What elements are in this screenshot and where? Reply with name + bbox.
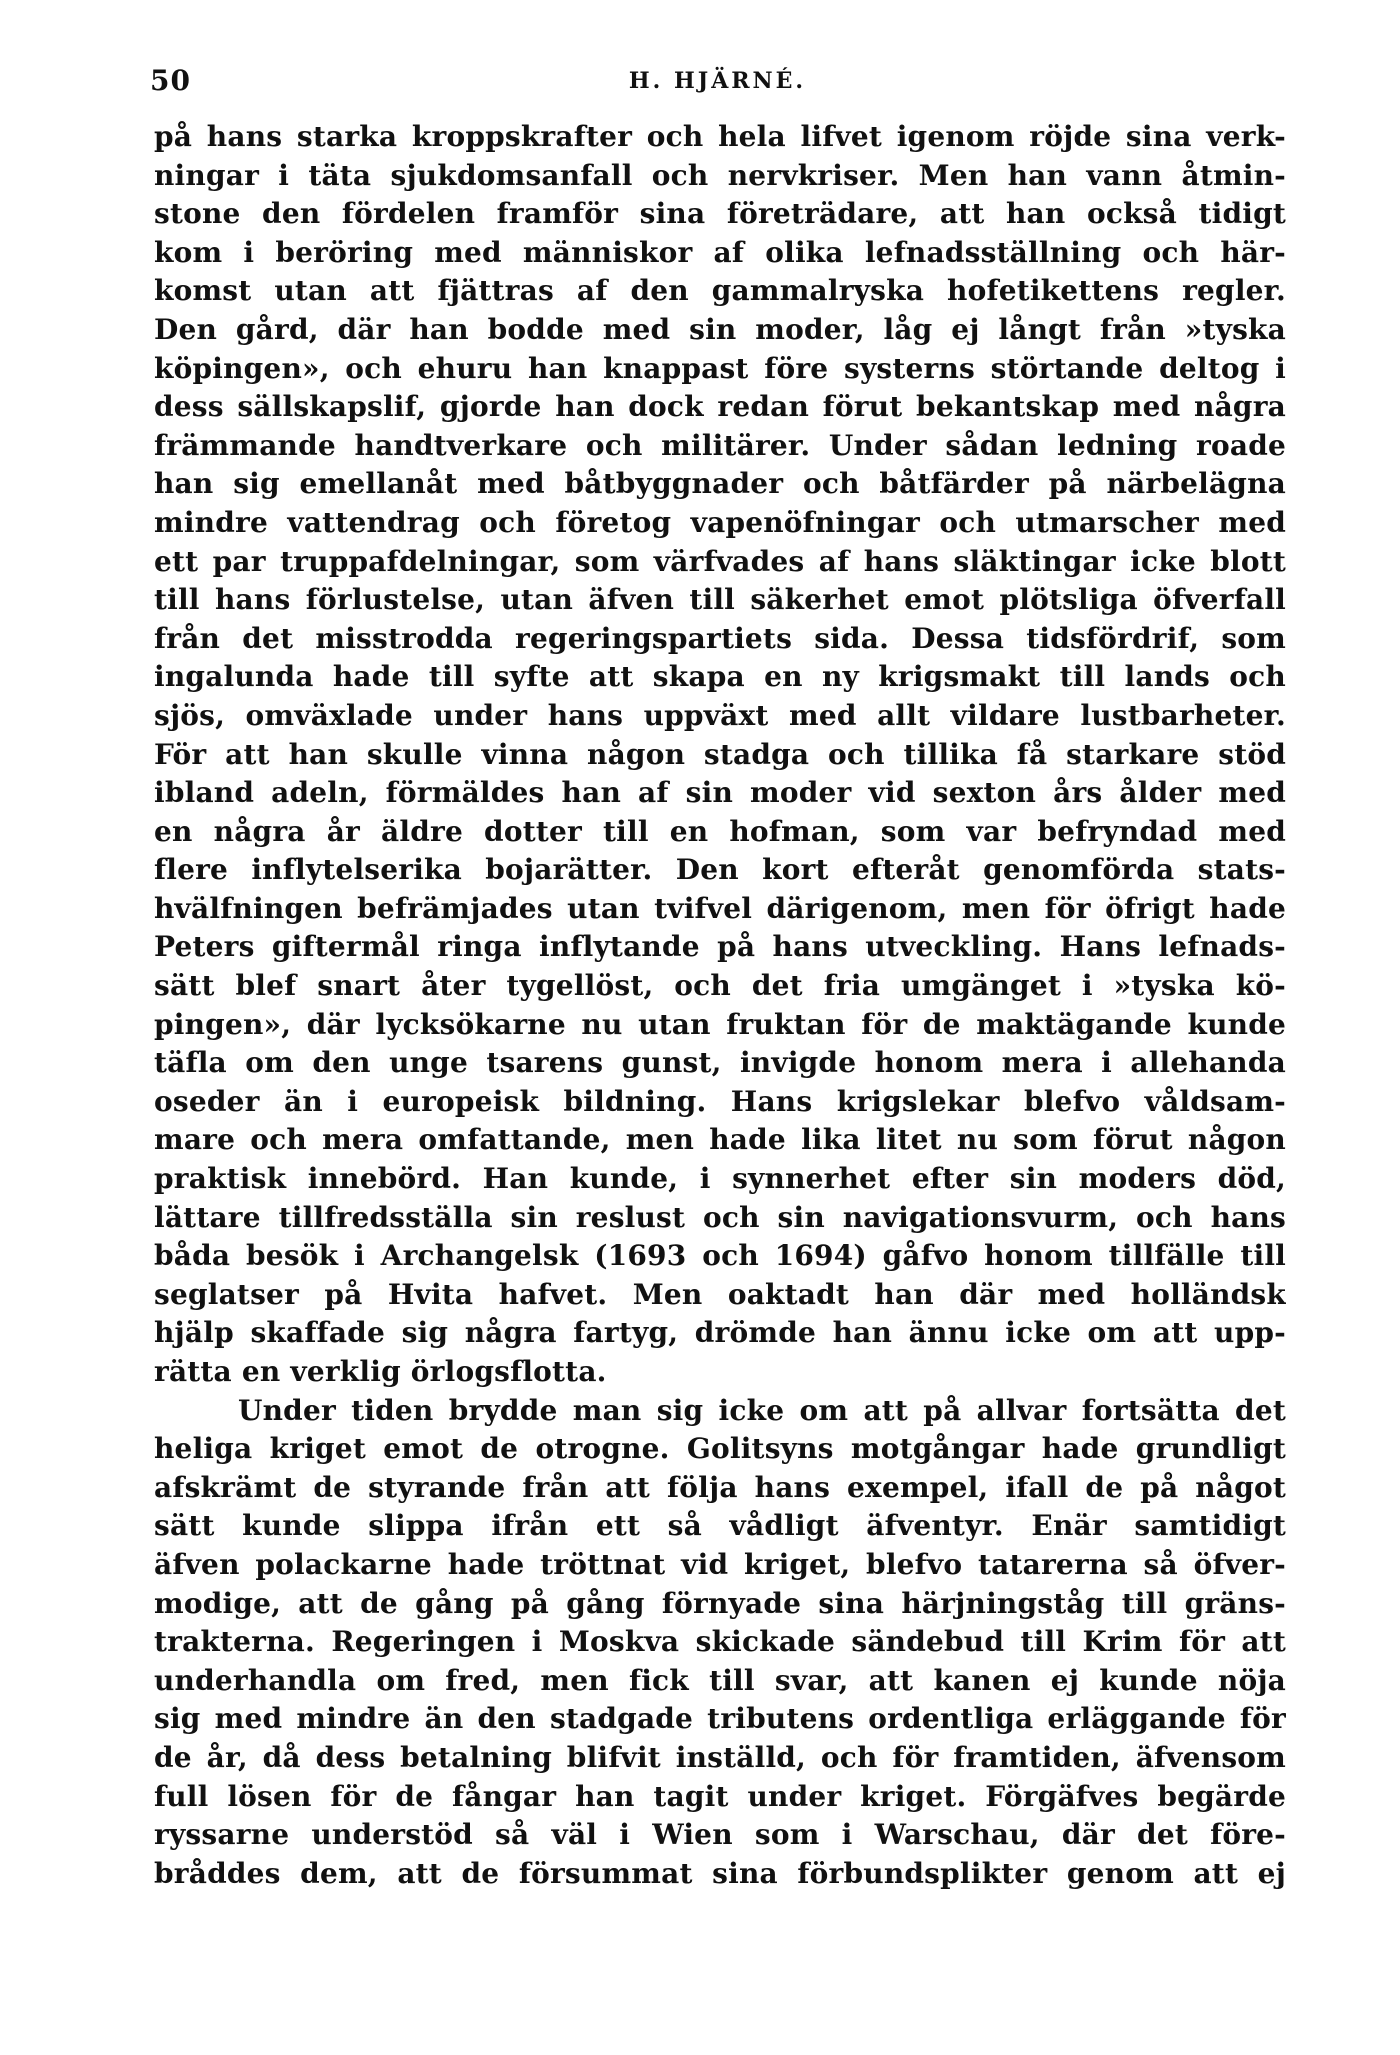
text-line: full lösen för de fångar han tagit under kriget. Förgäfves begärde [154, 1779, 1286, 1813]
text-line: bråddes dem, att de försummat sina förbundsplikter genom att ej [154, 1856, 1286, 1890]
body-text [154, 118, 1286, 1893]
text-line-paragraph-start: Under tiden brydde man sig icke om att på allvar fortsätta det [238, 1393, 1286, 1427]
text-line: kom i beröring med människor af olika lefnadsställning och här- [154, 235, 1286, 269]
text-line: ingalunda hade till syfte att skapa en ny krigsmakt till lands och [154, 660, 1286, 694]
text-line: lättare tillfredsställa sin reslust och sin navigationsvurm, och hans [154, 1200, 1286, 1234]
text-line: ningar i täta sjukdomsanfall och nervkriser. Men han vann åtmin- [154, 158, 1286, 192]
text-line: seglatser på Hvita hafvet. Men oaktadt han där med holländsk [154, 1277, 1286, 1311]
text-line: komst utan att fjättras af den gammalryska hofetikettens regler. [154, 274, 1286, 308]
text-line: För att han skulle vinna någon stadga och tillika få starkare stöd [154, 737, 1286, 771]
text-line: afskrämt de styrande från att följa hans exempel, ifall de på något [154, 1470, 1286, 1504]
text-line: ett par truppafdelningar, som värfvades af hans släktingar icke blott [154, 544, 1286, 578]
text-line: praktisk innebörd. Han kunde, i synnerhet efter sin moders död, [154, 1162, 1286, 1196]
text-line: Den gård, där han bodde med sin moder, låg ej långt från »tyska [154, 312, 1286, 346]
text-line: köpingen», och ehuru han knappast före systerns störtande deltog i [154, 351, 1286, 385]
text-line-paragraph-end: rätta en verklig örlogsflotta. [154, 1355, 607, 1388]
text-line: från det misstrodda regeringspartiets sida. Dessa tidsfördrif, som [154, 621, 1286, 655]
text-line: underhandla om fred, men fick till svar, att kanen ej kunde nöja [154, 1663, 1286, 1697]
text-line: heliga kriget emot de otrogne. Golitsyns motgångar hade grundligt [154, 1432, 1286, 1466]
page-number: 50 [150, 64, 191, 97]
text-line: till hans förlustelse, utan äfven till säkerhet emot plötsliga öfverfall [154, 583, 1286, 617]
text-line: sätt kunde slippa ifrån ett så vådligt äfventyr. Enär samtidigt [154, 1509, 1286, 1543]
text-line: mindre vattendrag och företog vapenöfningar och utmarscher med [154, 505, 1286, 539]
text-line: dess sällskapslif, gjorde han dock redan förut bekantskap med några [154, 390, 1286, 424]
text-line: flere inflytelserika bojarätter. Den kort efteråt genomförda stats- [154, 853, 1286, 887]
text-line: båda besök i Archangelsk (1693 och 1694) gåfvo honom tillfälle till [154, 1239, 1286, 1273]
text-line: äfven polackarne hade tröttnat vid kriget, blefvo tatarerna så öfver- [154, 1547, 1286, 1581]
text-line: ibland adeln, förmäldes han af sin moder vid sexton års ålder med [154, 776, 1286, 810]
text-line: ryssarne understöd så väl i Wien som i Warschau, där det före- [154, 1818, 1286, 1852]
text-line: trakterna. Regeringen i Moskva skickade sändebud till Krim för att [154, 1625, 1286, 1659]
text-line: mare och mera omfattande, men hade lika litet nu som förut någon [154, 1123, 1286, 1157]
text-line: pingen», där lycksökarne nu utan fruktan för de maktägande kunde [154, 1007, 1286, 1041]
text-line: sjös, omväxlade under hans uppväxt med allt vildare lustbarheter. [154, 698, 1286, 732]
text-line: han sig emellanåt med båtbyggnader och båtfärder på närbelägna [154, 467, 1286, 501]
text-line: de år, då dess betalning blifvit inställd, och för framtiden, äfvensom [154, 1740, 1286, 1774]
running-head: H. HJÄRNÉ. [628, 68, 807, 94]
text-line: oseder än i europeisk bildning. Hans krigslekar blefvo våldsam- [154, 1084, 1286, 1118]
text-line: Peters giftermål ringa inflytande på hans utveckling. Hans lefnads- [154, 930, 1286, 964]
text-line: sig med mindre än den stadgade tributens ordentliga erläggande för [154, 1702, 1286, 1736]
text-line: modige, att de gång på gång förnyade sina härjningståg till gräns- [154, 1586, 1286, 1620]
text-line: främmande handtverkare och militärer. Under sådan ledning roade [154, 428, 1286, 462]
text-line: på hans starka kroppskrafter och hela lifvet igenom röjde sina verk- [154, 120, 1286, 153]
text-line: en några år äldre dotter till en hofman, som var befryndad med [154, 814, 1286, 848]
text-line: täfla om den unge tsarens gunst, invigde honom mera i allehanda [154, 1046, 1286, 1080]
text-line: sätt blef snart åter tygellöst, och det fria umgänget i »tyska kö- [154, 969, 1286, 1003]
text-line: hjälp skaffade sig några fartyg, drömde han ännu icke om att upp- [154, 1316, 1286, 1350]
text-line: stone den fördelen framför sina företrädare, att han också tidigt [154, 197, 1286, 231]
page-header [150, 64, 1285, 104]
text-line: hvälfningen befrämjades utan tvifvel därigenom, men för öfrigt hade [154, 891, 1286, 925]
